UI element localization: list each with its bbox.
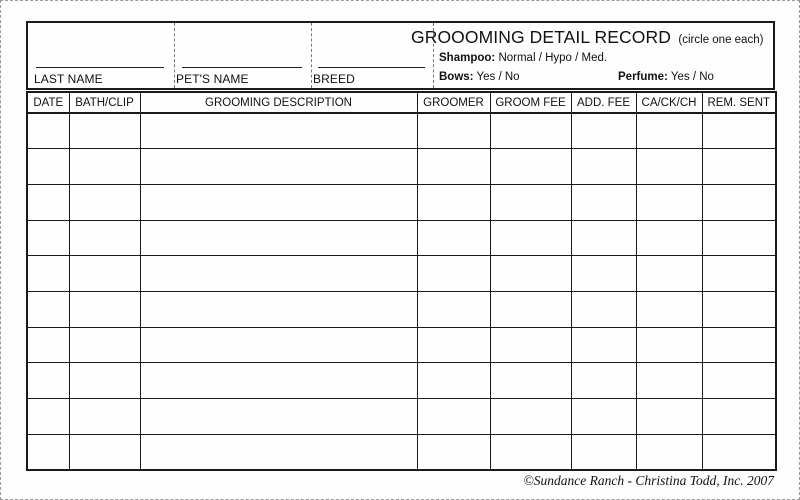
cell-bath-clip[interactable] — [69, 184, 140, 220]
table-row — [27, 434, 776, 470]
breed-input[interactable] — [318, 67, 425, 68]
cell-rem-sent[interactable] — [702, 113, 776, 149]
cell-rem-sent[interactable] — [702, 149, 776, 185]
bows-option[interactable] — [439, 71, 520, 83]
cell-rem-sent[interactable] — [702, 399, 776, 435]
column-header-grooming-description: GROOMING DESCRIPTION — [140, 92, 417, 113]
cell-date[interactable] — [27, 184, 69, 220]
cell-add-fee[interactable] — [571, 149, 636, 185]
pets-name-input[interactable] — [182, 67, 302, 68]
cell-date[interactable] — [27, 434, 69, 470]
cell-rem-sent[interactable] — [702, 184, 776, 220]
cell-groomer[interactable] — [417, 220, 490, 256]
cell-bath-clip[interactable] — [69, 327, 140, 363]
perfume-label: Perfume: — [618, 71, 668, 83]
column-header-ca-ck-ch: CA/CK/CH — [636, 92, 702, 113]
cell-add-fee[interactable] — [571, 113, 636, 149]
cell-ca-ck-ch[interactable] — [636, 399, 702, 435]
table-row — [27, 291, 776, 327]
shampoo-label: Shampoo: — [439, 52, 496, 64]
cell-groom-fee[interactable] — [490, 113, 571, 149]
column-header-bath-clip: BATH/CLIP — [69, 92, 140, 113]
cell-grooming-description[interactable] — [140, 184, 417, 220]
cell-add-fee[interactable] — [571, 434, 636, 470]
last-name-label: LAST NAME — [34, 72, 103, 86]
table-row — [27, 149, 776, 185]
cell-bath-clip[interactable] — [69, 149, 140, 185]
table-header-row — [27, 92, 776, 113]
cell-add-fee[interactable] — [571, 220, 636, 256]
cell-groom-fee[interactable] — [490, 434, 571, 470]
cell-rem-sent[interactable] — [702, 256, 776, 292]
cell-date[interactable] — [27, 363, 69, 399]
table-row — [27, 363, 776, 399]
cell-ca-ck-ch[interactable] — [636, 327, 702, 363]
cell-add-fee[interactable] — [571, 399, 636, 435]
shampoo-choices: Normal / Hypo / Med. — [498, 52, 608, 64]
cell-bath-clip[interactable] — [69, 363, 140, 399]
cell-date[interactable] — [27, 149, 69, 185]
bows-label: Bows: — [439, 71, 474, 83]
form-title-text: GROOOMING DETAIL RECORD — [411, 27, 671, 47]
cell-add-fee[interactable] — [571, 327, 636, 363]
cell-ca-ck-ch[interactable] — [636, 184, 702, 220]
cell-groomer[interactable] — [417, 399, 490, 435]
table-row — [27, 256, 776, 292]
cell-groom-fee[interactable] — [490, 220, 571, 256]
header-block — [26, 21, 775, 90]
cell-groom-fee[interactable] — [490, 363, 571, 399]
cell-grooming-description[interactable] — [140, 113, 417, 149]
cell-rem-sent[interactable] — [702, 220, 776, 256]
cell-date[interactable] — [27, 220, 69, 256]
cell-date[interactable] — [27, 327, 69, 363]
column-header-groomer: GROOMER — [417, 92, 490, 113]
cell-grooming-description[interactable] — [140, 220, 417, 256]
table-row — [27, 184, 776, 220]
cell-date[interactable] — [27, 291, 69, 327]
form-title — [411, 27, 763, 48]
cell-groomer[interactable] — [417, 256, 490, 292]
cell-groomer[interactable] — [417, 184, 490, 220]
cell-rem-sent[interactable] — [702, 434, 776, 470]
cell-ca-ck-ch[interactable] — [636, 363, 702, 399]
cell-add-fee[interactable] — [571, 256, 636, 292]
cell-date[interactable] — [27, 113, 69, 149]
column-header-groom-fee: GROOM FEE — [490, 92, 571, 113]
bows-choices: Yes / No — [476, 71, 520, 83]
perfume-choices: Yes / No — [670, 71, 714, 83]
column-header-rem-sent: REM. SENT — [702, 92, 776, 113]
cell-grooming-description[interactable] — [140, 256, 417, 292]
cell-date[interactable] — [27, 256, 69, 292]
cell-add-fee[interactable] — [571, 291, 636, 327]
cell-groomer[interactable] — [417, 149, 490, 185]
cell-bath-clip[interactable] — [69, 434, 140, 470]
column-header-add-fee: ADD. FEE — [571, 92, 636, 113]
cell-groomer[interactable] — [417, 113, 490, 149]
column-header-date: DATE — [27, 92, 69, 113]
cell-groom-fee[interactable] — [490, 327, 571, 363]
cell-groomer[interactable] — [417, 363, 490, 399]
cell-bath-clip[interactable] — [69, 399, 140, 435]
cell-bath-clip[interactable] — [69, 256, 140, 292]
cell-ca-ck-ch[interactable] — [636, 149, 702, 185]
cell-grooming-description[interactable] — [140, 327, 417, 363]
cell-groom-fee[interactable] — [490, 256, 571, 292]
table-row — [27, 399, 776, 435]
cell-groom-fee[interactable] — [490, 149, 571, 185]
pets-name-label: PET'S NAME — [176, 72, 249, 86]
cell-ca-ck-ch[interactable] — [636, 220, 702, 256]
last-name-input[interactable] — [36, 67, 164, 68]
cell-groomer[interactable] — [417, 291, 490, 327]
cell-bath-clip[interactable] — [69, 113, 140, 149]
cell-grooming-description[interactable] — [140, 149, 417, 185]
cell-rem-sent[interactable] — [702, 291, 776, 327]
table-row — [27, 327, 776, 363]
cell-ca-ck-ch[interactable] — [636, 113, 702, 149]
form-title-note: (circle one each) — [678, 34, 764, 46]
cell-add-fee[interactable] — [571, 363, 636, 399]
cell-add-fee[interactable] — [571, 184, 636, 220]
cell-date[interactable] — [27, 399, 69, 435]
cell-grooming-description[interactable] — [140, 291, 417, 327]
cell-grooming-description[interactable] — [140, 363, 417, 399]
cell-rem-sent[interactable] — [702, 327, 776, 363]
cell-groomer[interactable] — [417, 327, 490, 363]
perfume-option[interactable] — [618, 71, 714, 83]
cell-groom-fee[interactable] — [490, 184, 571, 220]
cell-rem-sent[interactable] — [702, 363, 776, 399]
copyright-notice: ©Sundance Ranch - Christina Todd, Inc. 2007 — [523, 473, 774, 488]
cell-grooming-description[interactable] — [140, 434, 417, 470]
cell-ca-ck-ch[interactable] — [636, 256, 702, 292]
breed-label: BREED — [313, 72, 355, 86]
table-row — [27, 113, 776, 149]
cell-groom-fee[interactable] — [490, 291, 571, 327]
cell-ca-ck-ch[interactable] — [636, 434, 702, 470]
grooming-table — [26, 91, 777, 471]
table-row — [27, 220, 776, 256]
shampoo-option[interactable] — [439, 52, 607, 64]
cell-ca-ck-ch[interactable] — [636, 291, 702, 327]
cell-bath-clip[interactable] — [69, 291, 140, 327]
cell-groomer[interactable] — [417, 434, 490, 470]
cell-bath-clip[interactable] — [69, 220, 140, 256]
table-body — [27, 113, 776, 470]
cell-grooming-description[interactable] — [140, 399, 417, 435]
cell-groom-fee[interactable] — [490, 399, 571, 435]
